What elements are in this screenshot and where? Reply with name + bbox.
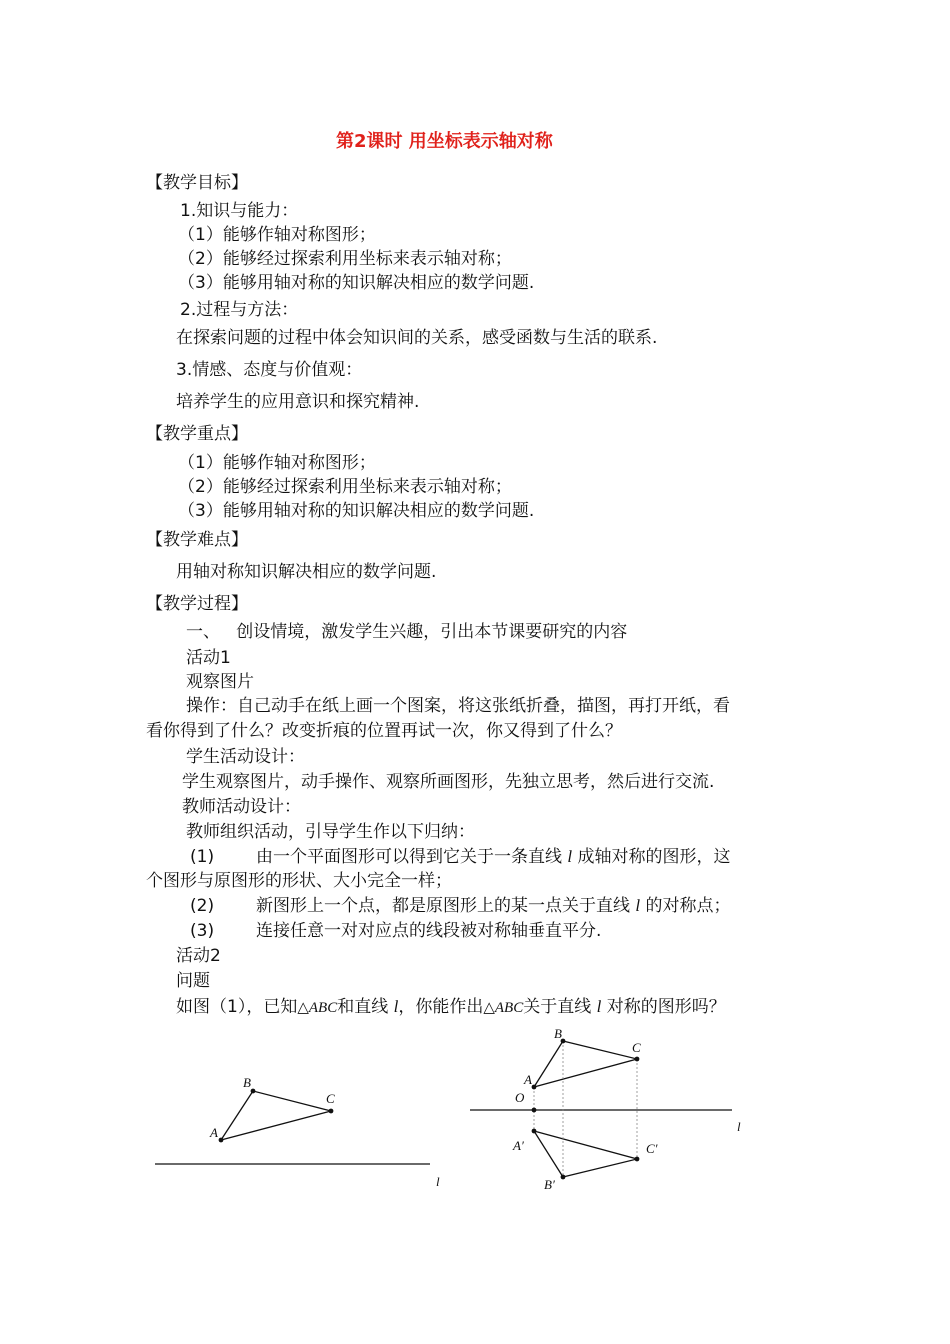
knowledge-title: 1.知识与能力： xyxy=(180,201,299,221)
figure-1-triangle xyxy=(155,1091,430,1164)
key-point-2: （2）能够经过探索利用坐标来表示轴对称； xyxy=(178,477,512,497)
process-method-text: 在探索问题的过程中体会知识间的关系，感受函数与生活的联系. xyxy=(176,328,658,348)
key-point-3: （3）能够用轴对称的知识解决相应的数学问题. xyxy=(178,501,535,521)
label-b-fig2: B xyxy=(554,1026,562,1041)
label-b-fig1: B xyxy=(243,1075,251,1090)
activity-2-label: 活动2 xyxy=(176,946,221,966)
point-b-prime xyxy=(561,1175,566,1180)
difficulty-heading: 【教学难点】 xyxy=(146,530,248,550)
key-points-heading: 【教学重点】 xyxy=(146,424,248,444)
emotion-title: 3.情感、态度与价值观： xyxy=(176,360,363,380)
label-a-prime: A′ xyxy=(513,1138,524,1153)
teacher-design-text: 教师组织活动，引导学生作以下归纳： xyxy=(186,822,475,842)
label-o-fig2: O xyxy=(515,1090,525,1105)
question-text: 如图（1），已知△ABC和直线 l，你能作出△ABC关于直线 l 对称的图形吗？ xyxy=(176,997,726,1017)
point-c-fig1 xyxy=(329,1109,334,1114)
label-a-fig1: A xyxy=(210,1125,218,1140)
label-c-fig2: C xyxy=(632,1040,641,1055)
operation-line-2: 看你得到了什么？改变折痕的位置再试一次，你又得到了什么？ xyxy=(146,721,622,741)
point-b-fig1 xyxy=(251,1089,256,1094)
summary-item-3-number: (3) xyxy=(190,921,215,941)
question-label: 问题 xyxy=(176,971,210,991)
difficulty-text: 用轴对称知识解决相应的数学问题. xyxy=(176,562,437,582)
summary-item-2-number: (2) xyxy=(190,896,215,916)
label-l-fig1: l xyxy=(436,1174,440,1189)
emotion-text: 培养学生的应用意识和探究精神. xyxy=(176,392,420,412)
key-point-1: （1）能够作轴对称图形； xyxy=(178,453,376,473)
point-c-prime xyxy=(635,1157,640,1162)
summary-item-2-text: 新图形上一个点，都是原图形上的某一点关于直线 l 的对称点； xyxy=(256,896,731,916)
summary-item-1-line-1: 由一个平面图形可以得到它关于一条直线 l 成轴对称的图形，这 xyxy=(256,847,731,867)
objective-item-2: （2）能够经过探索利用坐标来表示轴对称； xyxy=(178,249,512,269)
activity-1-label: 活动1 xyxy=(186,648,231,668)
objective-item-1: （1）能够作轴对称图形； xyxy=(178,225,376,245)
point-a-prime xyxy=(532,1129,537,1134)
point-a-fig1 xyxy=(219,1138,224,1143)
summary-item-1-line-2: 个图形与原图形的形状、大小完全一样； xyxy=(146,871,452,891)
student-design-label: 学生活动设计： xyxy=(186,747,305,767)
objective-item-3: （3）能够用轴对称的知识解决相应的数学问题. xyxy=(178,273,535,293)
point-c-fig2 xyxy=(635,1057,640,1062)
label-c-fig1: C xyxy=(326,1091,335,1106)
point-a-fig2 xyxy=(532,1085,537,1090)
process-heading: 【教学过程】 xyxy=(146,594,248,614)
student-design-text: 学生观察图片，动手操作、观察所画图形，先独立思考，然后进行交流. xyxy=(182,772,715,792)
figure-2-triangles xyxy=(470,1041,732,1177)
teacher-design-label: 教师活动设计： xyxy=(182,797,301,817)
page-title: 第2课时 用坐标表示轴对称 xyxy=(336,131,553,152)
summary-item-1-number: (1) xyxy=(190,847,215,867)
observe-label: 观察图片 xyxy=(186,672,254,692)
operation-line-1: 操作：自己动手在纸上画一个图案，将这张纸折叠，描图，再打开纸，看 xyxy=(186,696,730,716)
label-a-fig2: A xyxy=(524,1072,532,1087)
label-b-prime: B′ xyxy=(544,1177,555,1192)
process-method-title: 2.过程与方法： xyxy=(180,300,299,320)
label-l-fig2: l xyxy=(737,1119,741,1134)
summary-item-3-text: 连接任意一对对应点的线段被对称轴垂直平分. xyxy=(256,921,602,941)
point-o-fig2 xyxy=(532,1108,537,1113)
section-1-title: 一、 创设情境，激发学生兴趣，引出本节课要研究的内容 xyxy=(186,622,628,642)
label-c-prime: C′ xyxy=(646,1141,658,1156)
objectives-heading: 【教学目标】 xyxy=(146,173,248,193)
